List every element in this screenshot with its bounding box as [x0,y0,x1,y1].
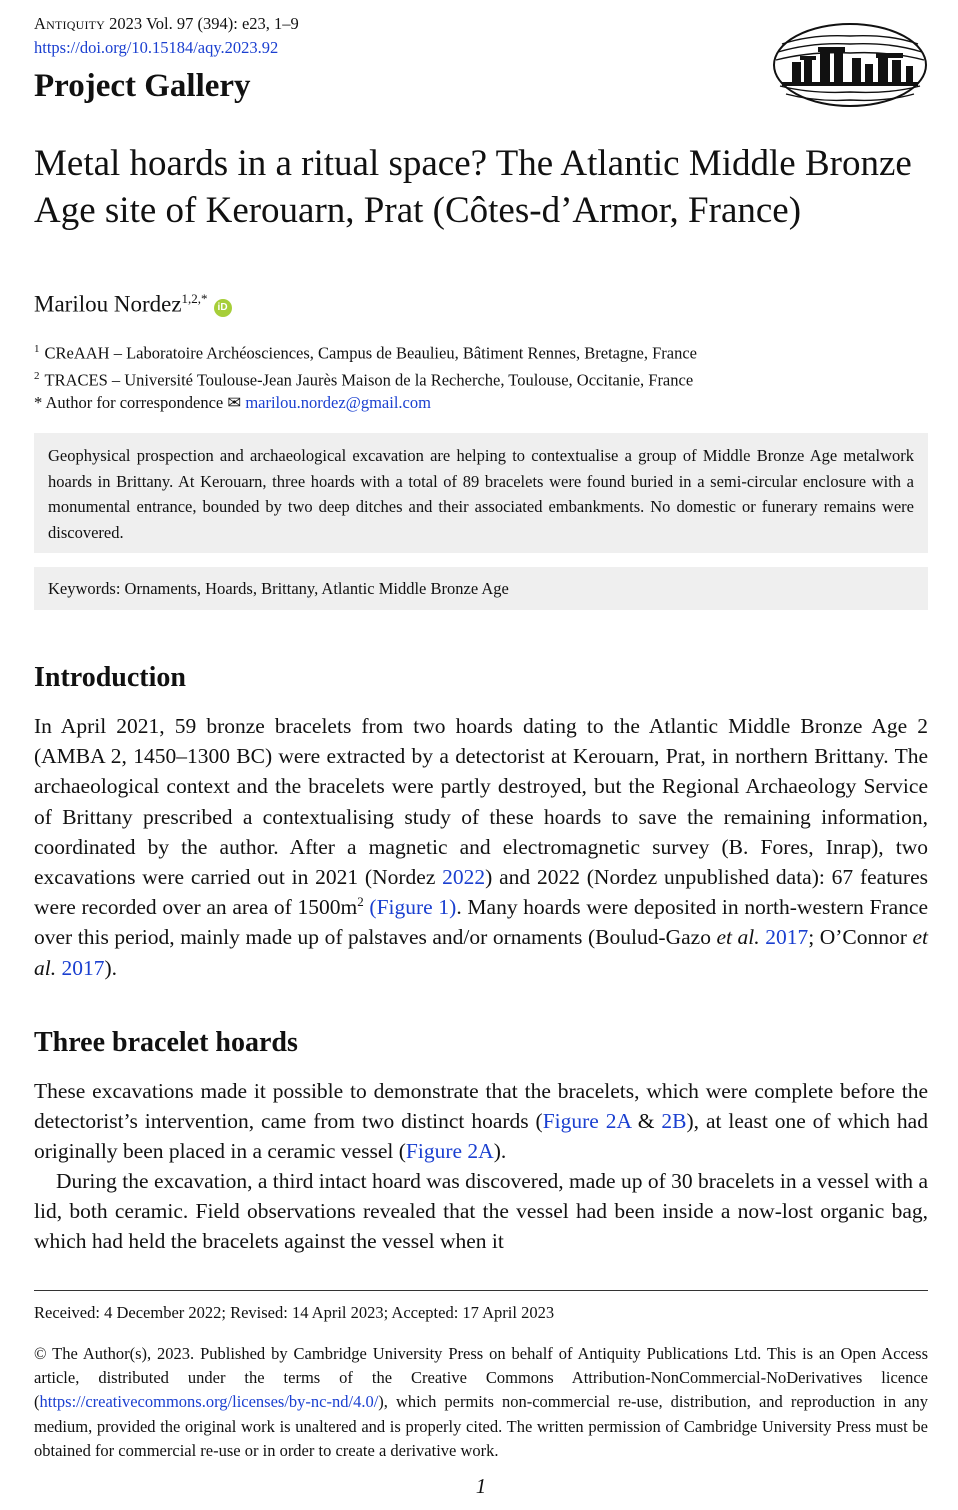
three-hoards-paragraph-1: These excavations made it possible to demonstrate that the bracelets, which were complete before the detectorist’s intervention, came from two distinct hoards (Figure 2A & 2B), at least one of which had originally been placed in a ceramic vessel (Figure 2A). [34,1079,928,1164]
correspondence-label: * Author for correspondence [34,393,224,412]
article-title: Metal hoards in a ritual space? The Atlantic Middle Bronze Age site of Kerouarn, Prat (Côtes-d’Armor, France) [34,143,912,231]
affiliation-text: CReAAH – Laboratoire Archéosciences, Campus de Beaulieu, Bâtiment Rennes, Bretagne, France [44,343,697,363]
doi-link[interactable]: https://doi.org/10.15184/aqy.2023.92 [34,38,279,57]
citation-link[interactable]: 2017 [61,955,105,980]
correspondence [34,391,697,414]
abstract-box: Geophysical prospection and archaeological excavation are helping to contextualise a group of Middle Bronze Age metalwork hoards in Brittany. At Kerouarn, three hoards with a total of 89 bracelets were found buried in a semi-circular enclosure with a monumental entrance, bounded by two deep ditches and their associated embankments. No domestic or funerary remains were discovered. [34,433,928,553]
affiliation-1 [34,338,697,365]
journal-name: Antiquity [34,14,106,33]
license-statement: © The Author(s), 2023. Published by Cambridge University Press on behalf of Antiquity Publications Ltd. This is an Open Access article, distributed under the terms of the Creative Commons Attribution-NonCommercial-NoDerivatives licence (https://creativecommons.org/licenses/by-nc-nd/4.0/), which permits non-commercial re-use, distribution, and reproduction in any medium, provided the original work is unaltered and is properly cited. The written permission of Cambridge University Press must be obtained for commercial re-use or in order to create a derivative work. [34,1344,928,1460]
stonehenge-woodcut-logo [772,22,928,108]
page-number: 1 [475,1474,487,1498]
affiliation-text: TRACES – Université Toulouse-Jean Jaurès Maison de la Recherche, Toulouse, Occitanie, France [44,370,694,389]
affiliation-marker: 1 [34,343,40,355]
author-line [34,284,232,320]
keywords-box: Keywords: Ornaments, Hoards, Brittany, Atlantic Middle Bronze Age [34,567,928,610]
three-hoards-paragraph-2: During the excavation, a third intact hoard was discovered, made up of 30 bracelets in a vessel with a lid, both ceramic. Field observations revealed that the vessel had been inside a now-lost organic bag, which had held the bracelets against the vessel when it [34,1169,928,1254]
affiliation-marker: 2 [34,369,40,382]
section-label: Project Gallery [34,68,251,104]
section-heading-three-bracelet-hoards: Three bracelet hoards [34,1027,298,1058]
article-dates: Received: 4 December 2022; Revised: 14 April 2023; Accepted: 17 April 2023 [34,1303,555,1322]
figure-link[interactable]: (Figure 1) [369,895,457,920]
correspondence-email-link[interactable]: marilou.nordez@gmail.com [245,393,431,412]
journal-info: 2023 Vol. 97 (394): e23, 1–9 [109,14,299,33]
citation-link[interactable]: 2017 [765,925,809,950]
section-heading-introduction: Introduction [34,662,186,693]
figure-link[interactable]: 2B [661,1109,687,1134]
orcid-icon[interactable]: iD [214,299,232,317]
license-link[interactable]: https://creativecommons.org/licenses/by-nc-nd/4.0/ [39,1392,379,1412]
footer-divider [34,1290,928,1291]
author-name[interactable]: Marilou Nordez [34,291,182,317]
figure-link[interactable]: Figure 2A [542,1109,631,1134]
journal-citation [34,14,299,34]
author-affiliation-markers: 1,2,* [181,291,208,306]
envelope-icon: ✉ [227,393,242,412]
affiliation-2 [34,365,697,392]
citation-link[interactable]: 2022 [442,865,486,890]
introduction-paragraph: In April 2021, 59 bronze bracelets from two hoards dating to the Atlantic Middle Bronze Age 2 (AMBA 2, 1450–1300 BC) were extracted by a detectorist at Kerouarn, Prat, in northern Brittany. The archaeological context and the bracelets were partly destroyed, but the Regional Archaeology Service of Brittany prescribed a contextualising study of these hoards to save the remaining information, coordinated by the author. After a magnetic and electromagnetic survey (B. Fores, Inrap), two excavations were carried out in 2021 (Nordez 2022) and 2022 (Nordez unpublished data): 67 features were recorded over an area of $1500m^2$ (Figure 1). Many hoards were deposited in north-western France over this period, mainly made up of palstaves and/or ornaments (Boulud-Gazo et al. 2017; O’Connor et al. 2017). [34,714,928,980]
affiliations [34,338,697,414]
figure-link[interactable]: Figure 2A [405,1139,494,1164]
